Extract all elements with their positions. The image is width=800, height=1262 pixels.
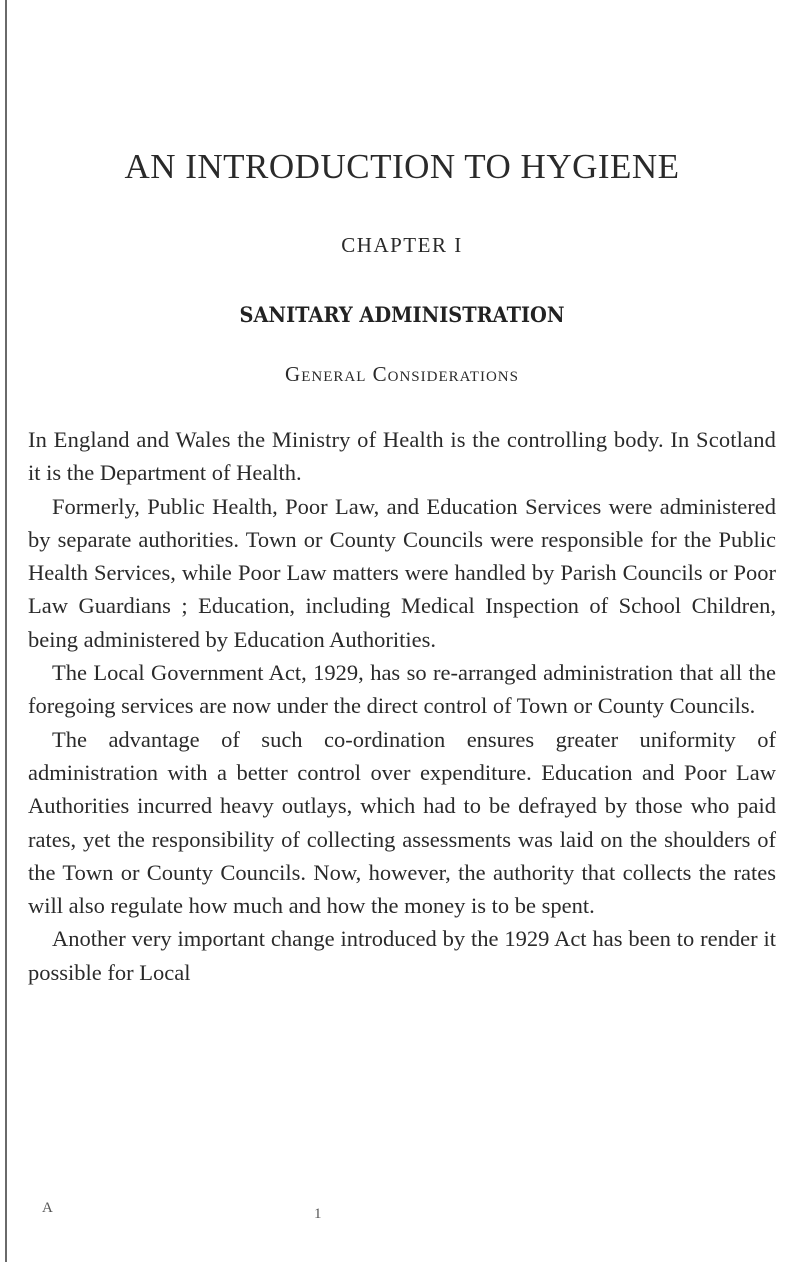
page-footer	[28, 1200, 776, 1230]
paragraph: Formerly, Public Health, Poor Law, and Education Services were administered by separate authorities. Town or County Councils were responsible for the Public Health Services, while Poor Law matters were handled by Parish Councils or Poor Law Guardians ; Education, including Medical Inspection of School Children, being administered by Education Authorities.	[28, 493, 776, 652]
paragraph: In England and Wales the Ministry of Health is the controlling body. In Scotland it is the Department of Health.	[28, 427, 776, 486]
paragraph: The Local Government Act, 1929, has so re-arranged administration that all the foregoing services are now under the direct control of Town or County Councils.	[28, 660, 776, 719]
section-title: SANITARY ADMINISTRATION	[239, 302, 565, 327]
page-number: 1	[314, 1206, 322, 1222]
paragraph: The advantage of such co-ordination ensures greater uniformity of administration with a better control over expenditure. Education and Poor Law Authorities incurred heavy outlays, which had to be defrayed by those who paid rates, yet the responsibility of collecting assessments was laid on the shoulders of the Town or County Councils. Now, however, the authority that collects the rates will also regulate how much and how the money is to be spent.	[28, 726, 776, 919]
chapter-heading: CHAPTER I	[341, 233, 463, 257]
paragraph: Another very important change introduced by the 1929 Act has been to render it possible for Local	[28, 926, 776, 985]
signature-mark: A	[42, 1200, 53, 1216]
page-edge-line	[5, 0, 7, 1262]
book-page	[28, 0, 776, 1262]
body-text	[28, 423, 776, 989]
book-title: AN INTRODUCTION TO HYGIENE	[124, 147, 680, 186]
subsection-title: General Considerations	[285, 362, 519, 386]
